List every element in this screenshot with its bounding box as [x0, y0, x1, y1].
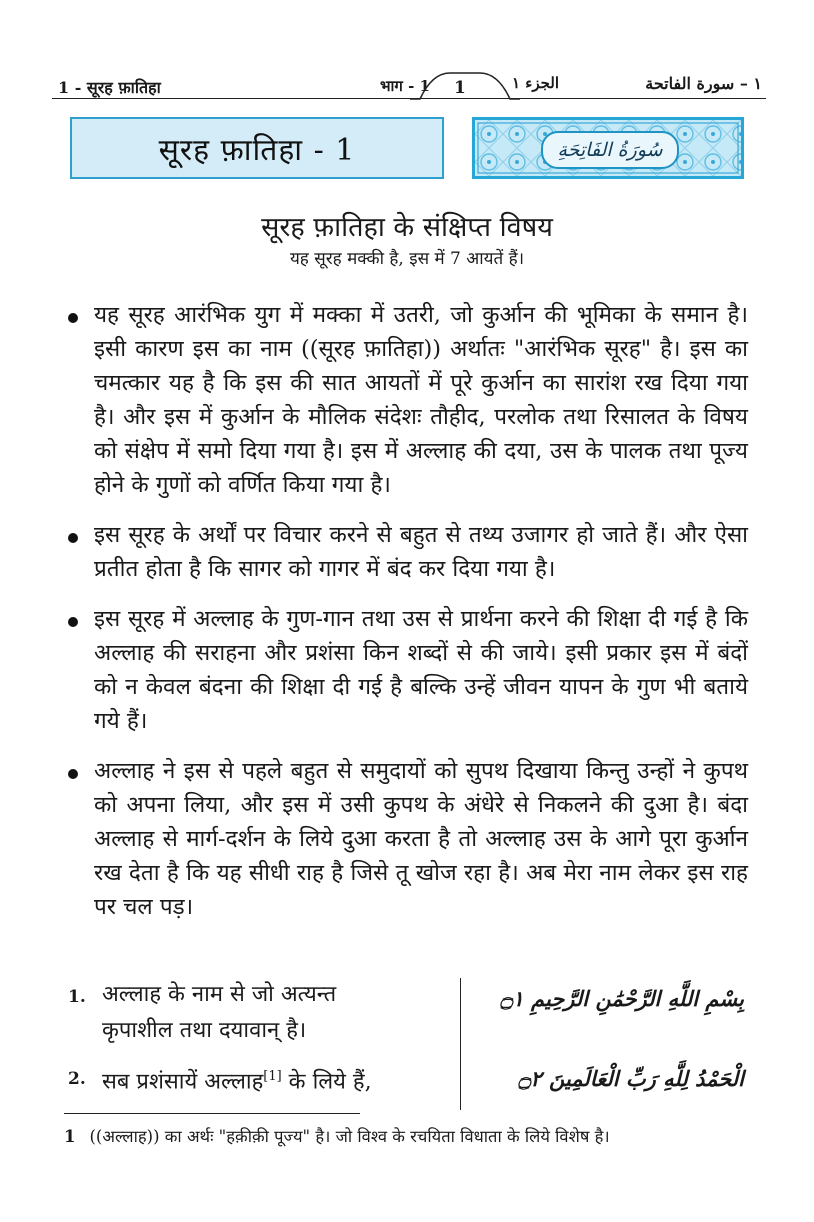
- verse-line: अल्लाह के नाम से जो अत्यन्त: [102, 982, 337, 1007]
- verse-line: [102, 1060, 372, 1099]
- running-header: [52, 70, 766, 100]
- summary-subheading: यह सूरह मक्की है, इस में 7 आयतें हैं।: [289, 249, 525, 269]
- verse-section: [62, 978, 758, 1108]
- bullet-dot-icon: [68, 617, 78, 627]
- footnote-rule: [64, 1113, 360, 1114]
- verse-column-divider: [460, 978, 461, 1110]
- verse-1-arabic: بِسْمِ اللَّهِ الرَّحْمَٰنِ الرَّحِيمِ ۝١: [500, 986, 744, 1011]
- bullet-text: यह सूरह आरंभिक युग में मक्का में उतरी, जो कुर्आन की भूमिका के समान है। इसी कारण इस का नाम ((सूरह फ़ातिहा)) अर्थातः "आरंभिक सूरह" है। इस का चमत्कार यह है कि इस की सात आयतों में पूरे कुर्आन का सारांश रख दिया गया है। और इस में कुर्आन के मौलिक संदेशः तौहीद, परलोक तथा रिसालत के विषय को संक्षेप में समो दिया गया है। इस में अल्लाह की दया, उस के पालक तथा पूज्य होने के गुणों को वर्णित किया गया है।: [94, 302, 748, 498]
- summary-bullet: [68, 518, 748, 586]
- bullet-text: अल्लाह ने इस से पहले बहुत से समुदायों को सुपथ दिखाया किन्तु उन्हों ने कुपथ को अपना लिया, और इस में उसी कुपथ के अंधेरे से निकलने की दुआ है। बंदा अल्लाह से मार्ग-दर्शन के लिये दुआ करता है तो अल्लाह उस के आगे पूरा कुर्आन रख देता है कि यह सीधी राह है जिसे तू खोज रहा है। अब मेरा नाम लेकर इस राह पर चल पड़।: [94, 758, 748, 920]
- footnote-number: 1: [64, 1127, 76, 1146]
- surah-title: सूरह फ़ातिहा - 1: [158, 132, 356, 168]
- surah-title-panel: [70, 117, 444, 179]
- verse-line: कृपाशील तथा दयावान् है।: [102, 1018, 307, 1043]
- verse-number: 2.: [68, 1069, 86, 1089]
- verse-text: के लिये हैं,: [281, 1069, 372, 1095]
- bullet-dot-icon: [68, 313, 78, 323]
- verse-number: 1.: [68, 987, 86, 1007]
- header-rule: [52, 98, 766, 99]
- surah-calligraphy: سُورَةُ الفَاتِحَةِ: [541, 131, 679, 169]
- page-number: 1: [454, 78, 466, 98]
- header-surah-name: 1 - सूरह फ़ातिहा: [58, 78, 161, 97]
- summary-bullet-list: [68, 298, 748, 940]
- header-part-number: भाग - 1: [380, 77, 430, 95]
- bullet-text: इस सूरह के अर्थों पर विचार करने से बहुत से तथ्य उजागर हो जाते हैं। और ऐसा प्रतीत होता है कि सागर को गागर में बंद कर दिया गया है।: [94, 522, 748, 582]
- footnote-reference: [1]: [263, 1069, 282, 1084]
- summary-heading: सूरह फ़ातिहा के संक्षिप्त विषय: [261, 212, 553, 243]
- calligraphy-ornament-panel: [472, 117, 744, 179]
- summary-bullet: [68, 754, 748, 924]
- summary-bullet: [68, 602, 748, 738]
- bullet-dot-icon: [68, 533, 78, 543]
- verse-2-translation: [62, 1060, 460, 1100]
- bullet-dot-icon: [68, 769, 78, 779]
- verse-text: सब प्रशंसायें अल्लाह: [102, 1069, 264, 1095]
- verse-2-arabic: الْحَمْدُ لِلَّهِ رَبِّ الْعَالَمِينَ ۝٢: [518, 1066, 744, 1091]
- header-surah-arabic: ١ – سورة الفاتحة: [645, 74, 762, 93]
- footnote: [64, 1124, 764, 1147]
- footnote-text: ((अल्लाह)) का अर्थः "हक़ीक़ी पूज्य" है। जो विश्व के रचयिता विधाता के लिये विशेष है।: [89, 1127, 610, 1146]
- header-juz-arabic: الجزء ١: [512, 74, 560, 92]
- verse-1-translation: [62, 978, 460, 1054]
- summary-bullet: [68, 298, 748, 502]
- bullet-text: इस सूरह में अल्लाह के गुण-गान तथा उस से प्रार्थना करने की शिक्षा दी गई है कि अल्लाह की सराहना और प्रशंसा किन शब्दों से की जाये। इसी प्रकार इस में बंदों को न केवल बंदना की शिक्षा दी गई है बल्कि उन्हें जीवन यापन के गुण भी बताये गये हैं।: [94, 606, 748, 734]
